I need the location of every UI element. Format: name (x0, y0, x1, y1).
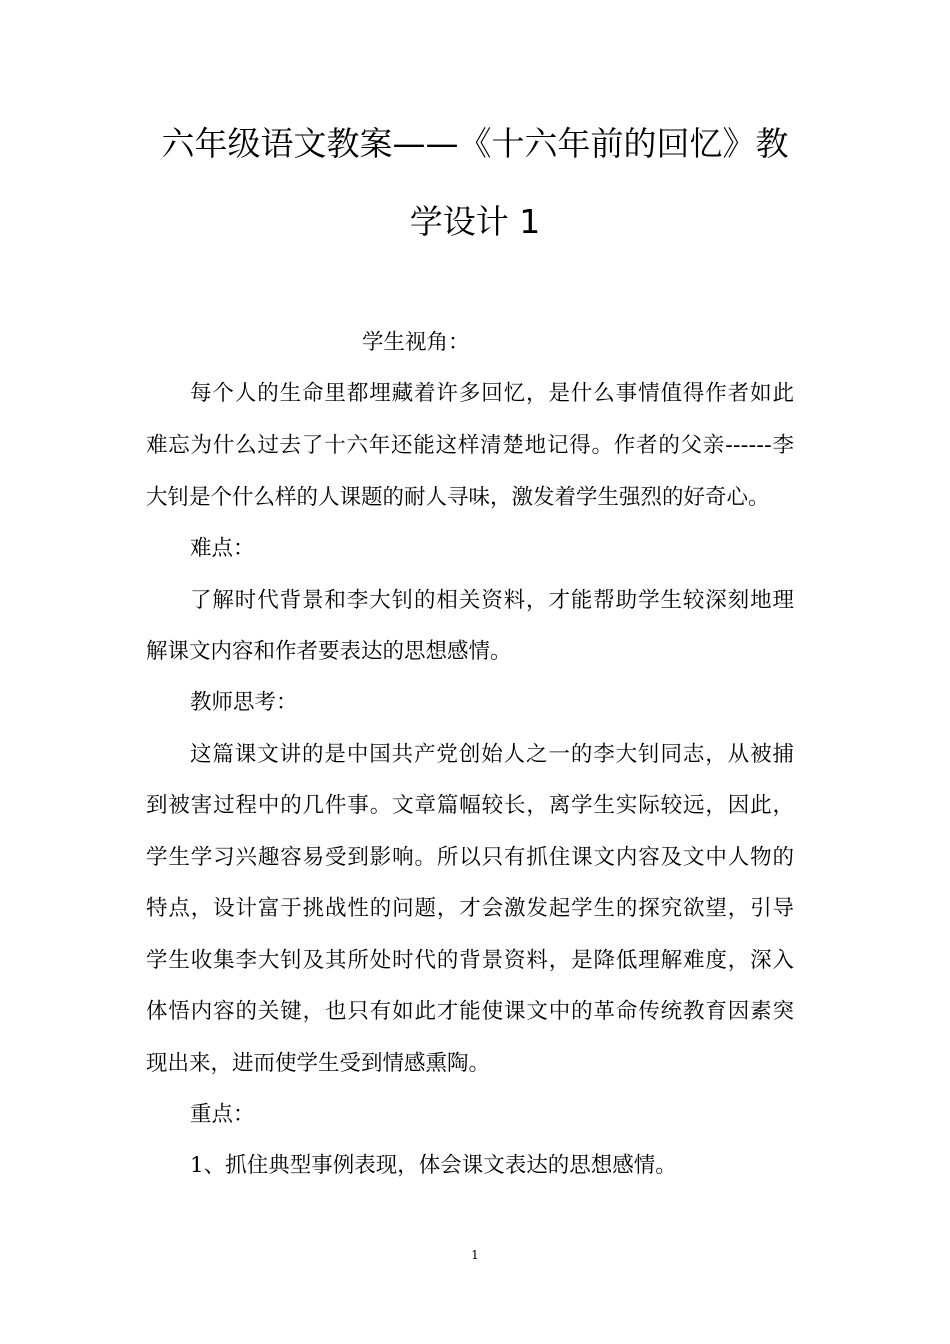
paragraph-line: 特点，设计富于挑战性的问题，才会激发起学生的探究欲望，引导 (146, 896, 794, 921)
key-point-text: 、抓住典型事例表现，体会课文表达的思想感情。 (203, 1153, 677, 1178)
section-heading-difficulty: 难点： (190, 536, 255, 561)
paragraph-line: 难忘为什么过去了十六年还能这样清楚地记得。作者的父亲------李 (146, 433, 794, 458)
paragraph-line: 解课文内容和作者要表达的思想感情。 (146, 639, 512, 664)
paragraph-line: 现出来，进而使学生受到情感熏陶。 (146, 1051, 491, 1076)
document-title-line-1: 六年级语文教案——《十六年前的回忆》教 (161, 124, 789, 163)
paragraph-line: 每个人的生命里都埋藏着许多回忆，是什么事情值得作者如此 (190, 381, 794, 406)
paragraph-line: 到被害过程中的几件事。文章篇幅较长，离学生实际较远，因此， (146, 793, 794, 818)
key-point-item (190, 1151, 677, 1181)
document-title-line-2: 学设计 1 (409, 202, 541, 241)
key-point-number: 1 (190, 1153, 204, 1178)
paragraph-line: 学生收集李大钊及其所处时代的背景资料，是降低理解难度，深入 (146, 948, 794, 973)
page-number: 1 (471, 1248, 479, 1262)
section-heading-teacher-thoughts: 教师思考： (190, 690, 298, 715)
section-heading-student-view: 学生视角： (362, 330, 470, 355)
paragraph-line: 体悟内容的关键，也只有如此才能使课文中的革命传统教育因素突 (146, 999, 794, 1024)
section-heading-key-points: 重点： (190, 1102, 255, 1127)
paragraph-line: 学生学习兴趣容易受到影响。所以只有抓住课文内容及文中人物的 (146, 845, 794, 870)
paragraph-line: 这篇课文讲的是中国共产党创始人之一的李大钊同志，从被捕 (190, 742, 794, 767)
paragraph-line: 了解时代背景和李大钊的相关资料，才能帮助学生较深刻地理 (190, 588, 794, 613)
paragraph-line: 大钊是个什么样的人课题的耐人寻味，激发着学生强烈的好奇心。 (146, 485, 770, 510)
